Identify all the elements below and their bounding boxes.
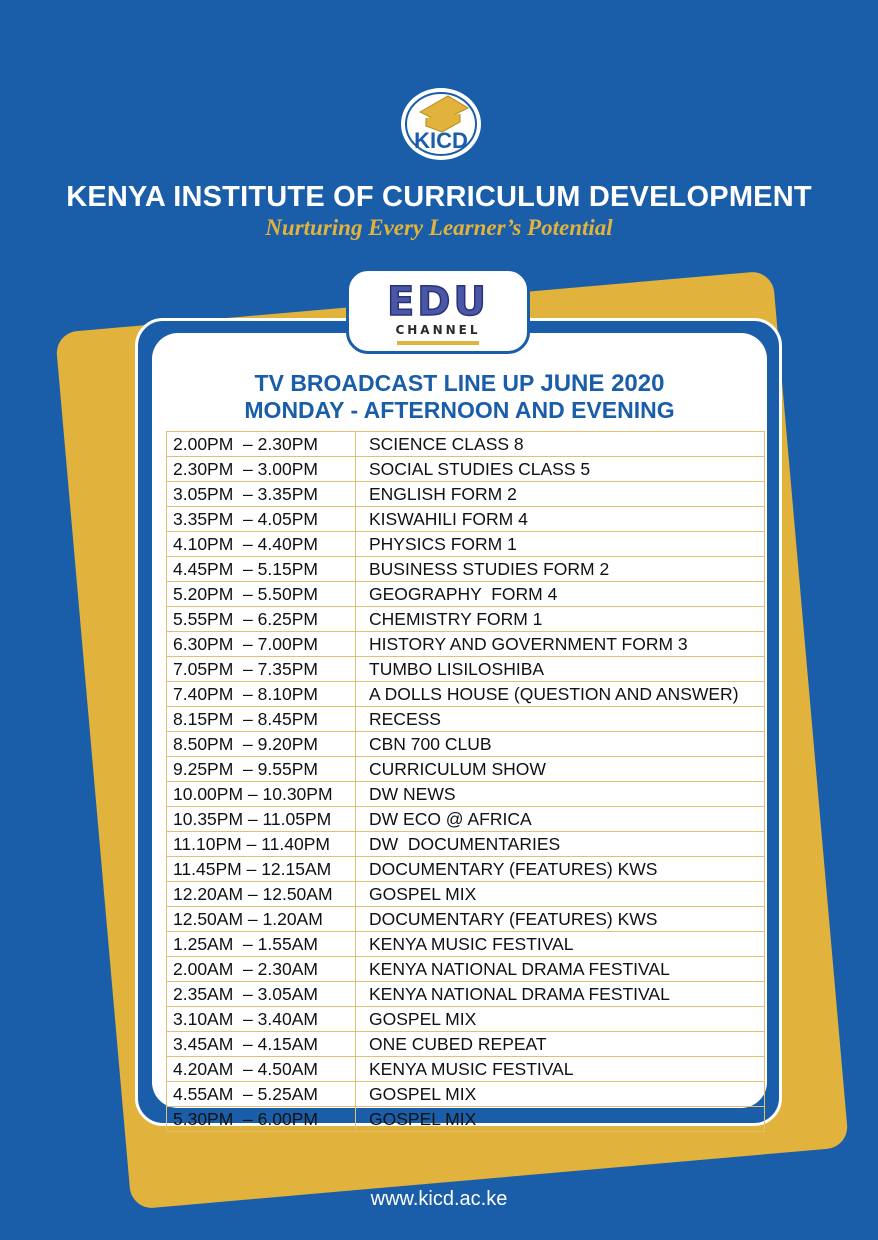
broadcast-title: TV BROADCAST LINE UP — [254, 370, 534, 396]
program-name: DOCUMENTARY (FEATURES) KWS — [356, 907, 765, 932]
time-slot: 5.55PM – 6.25PM — [167, 607, 356, 632]
time-slot: 1.25AM – 1.55AM — [167, 932, 356, 957]
website-url: www.kicd.ac.ke — [370, 1188, 508, 1210]
schedule-row — [167, 732, 765, 757]
edu-channel-logo — [346, 268, 530, 354]
time-slot: 9.25PM – 9.55PM — [167, 757, 356, 782]
time-slot: 3.35PM – 4.05PM — [167, 507, 356, 532]
program-name: PHYSICS FORM 1 — [356, 532, 765, 557]
org-name: KENYA INSTITUTE OF CURRICULUM DEVELOPMENT — [66, 181, 812, 213]
schedule-row — [167, 457, 765, 482]
schedule-row — [167, 507, 765, 532]
time-slot: 3.10AM – 3.40AM — [167, 1007, 356, 1032]
time-slot: 2.00AM – 2.30AM — [167, 957, 356, 982]
schedule-row — [167, 1107, 765, 1132]
time-slot: 3.05PM – 3.35PM — [167, 482, 356, 507]
time-slot: 11.10PM – 11.40PM — [167, 832, 356, 857]
schedule-row — [167, 807, 765, 832]
program-name: CURRICULUM SHOW — [356, 757, 765, 782]
schedule-row — [167, 907, 765, 932]
program-name: KENYA NATIONAL DRAMA FESTIVAL — [356, 982, 765, 1007]
time-slot: 8.50PM – 9.20PM — [167, 732, 356, 757]
time-slot: 7.40PM – 8.10PM — [167, 682, 356, 707]
time-slot: 2.30PM – 3.00PM — [167, 457, 356, 482]
time-slot: 2.00PM – 2.30PM — [167, 432, 356, 457]
time-slot: 12.20AM – 12.50AM — [167, 882, 356, 907]
program-name: KENYA MUSIC FESTIVAL — [356, 1057, 765, 1082]
time-slot: 11.45PM – 12.15AM — [167, 857, 356, 882]
program-name: HISTORY AND GOVERNMENT FORM 3 — [356, 632, 765, 657]
time-slot: 3.45AM – 4.15AM — [167, 1032, 356, 1057]
schedule-row — [167, 782, 765, 807]
program-name: TUMBO LISILOSHIBA — [356, 657, 765, 682]
time-slot: 2.35AM – 3.05AM — [167, 982, 356, 1007]
time-slot: 4.20AM – 4.50AM — [167, 1057, 356, 1082]
time-slot: 10.00PM – 10.30PM — [167, 782, 356, 807]
schedule-row — [167, 682, 765, 707]
time-slot: 10.35PM – 11.05PM — [167, 807, 356, 832]
schedule-row — [167, 482, 765, 507]
schedule-row — [167, 932, 765, 957]
program-name: KENYA MUSIC FESTIVAL — [356, 932, 765, 957]
schedule-row — [167, 1082, 765, 1107]
program-name: A DOLLS HOUSE (QUESTION AND ANSWER) — [356, 682, 765, 707]
time-slot: 5.20PM – 5.50PM — [167, 582, 356, 607]
program-name: GOSPEL MIX — [356, 882, 765, 907]
time-slot: 8.15PM – 8.45PM — [167, 707, 356, 732]
schedule-row — [167, 957, 765, 982]
program-name: DW DOCUMENTARIES — [356, 832, 765, 857]
schedule-row — [167, 757, 765, 782]
program-name: DOCUMENTARY (FEATURES) KWS — [356, 857, 765, 882]
schedule-row — [167, 432, 765, 457]
program-name: SOCIAL STUDIES CLASS 5 — [356, 457, 765, 482]
svg-text:KICD: KICD — [414, 128, 468, 153]
program-name: RECESS — [356, 707, 765, 732]
broadcast-month: JUNE 2020 — [540, 370, 665, 397]
program-name: GOSPEL MIX — [356, 1082, 765, 1107]
program-name: GEOGRAPHY FORM 4 — [356, 582, 765, 607]
program-name: ENGLISH FORM 2 — [356, 482, 765, 507]
broadcast-heading — [152, 370, 767, 424]
schedule-row — [167, 982, 765, 1007]
schedule-row — [167, 582, 765, 607]
kicd-logo — [398, 82, 484, 162]
schedule-row — [167, 1057, 765, 1082]
schedule-row — [167, 532, 765, 557]
schedule-row — [167, 1007, 765, 1032]
time-slot: 5.30PM – 6.00PM — [167, 1107, 356, 1132]
svg-text:CHANNEL: CHANNEL — [395, 323, 481, 337]
schedule-row — [167, 607, 765, 632]
schedule-row — [167, 832, 765, 857]
broadcast-subtitle: MONDAY - AFTERNOON AND EVENING — [244, 397, 675, 423]
program-name: DW NEWS — [356, 782, 765, 807]
program-name: GOSPEL MIX — [356, 1007, 765, 1032]
time-slot: 4.10PM – 4.40PM — [167, 532, 356, 557]
program-name: DW ECO @ AFRICA — [356, 807, 765, 832]
schedule-row — [167, 632, 765, 657]
program-name: BUSINESS STUDIES FORM 2 — [356, 557, 765, 582]
svg-text:EDU: EDU — [386, 279, 490, 325]
schedule-row — [167, 1032, 765, 1057]
time-slot: 4.55AM – 5.25AM — [167, 1082, 356, 1107]
program-name: KISWAHILI FORM 4 — [356, 507, 765, 532]
program-name: SCIENCE CLASS 8 — [356, 432, 765, 457]
program-name: GOSPEL MIX — [356, 1107, 765, 1132]
schedule-row — [167, 707, 765, 732]
schedule-row — [167, 557, 765, 582]
time-slot: 12.50AM – 1.20AM — [167, 907, 356, 932]
program-name: CBN 700 CLUB — [356, 732, 765, 757]
program-name: CHEMISTRY FORM 1 — [356, 607, 765, 632]
schedule-row — [167, 857, 765, 882]
tagline: Nurturing Every Learner’s Potential — [265, 215, 613, 240]
schedule-row — [167, 657, 765, 682]
program-name: ONE CUBED REPEAT — [356, 1032, 765, 1057]
time-slot: 4.45PM – 5.15PM — [167, 557, 356, 582]
time-slot: 6.30PM – 7.00PM — [167, 632, 356, 657]
time-slot: 7.05PM – 7.35PM — [167, 657, 356, 682]
schedule-table — [166, 431, 765, 1132]
schedule-row — [167, 882, 765, 907]
program-name: KENYA NATIONAL DRAMA FESTIVAL — [356, 957, 765, 982]
